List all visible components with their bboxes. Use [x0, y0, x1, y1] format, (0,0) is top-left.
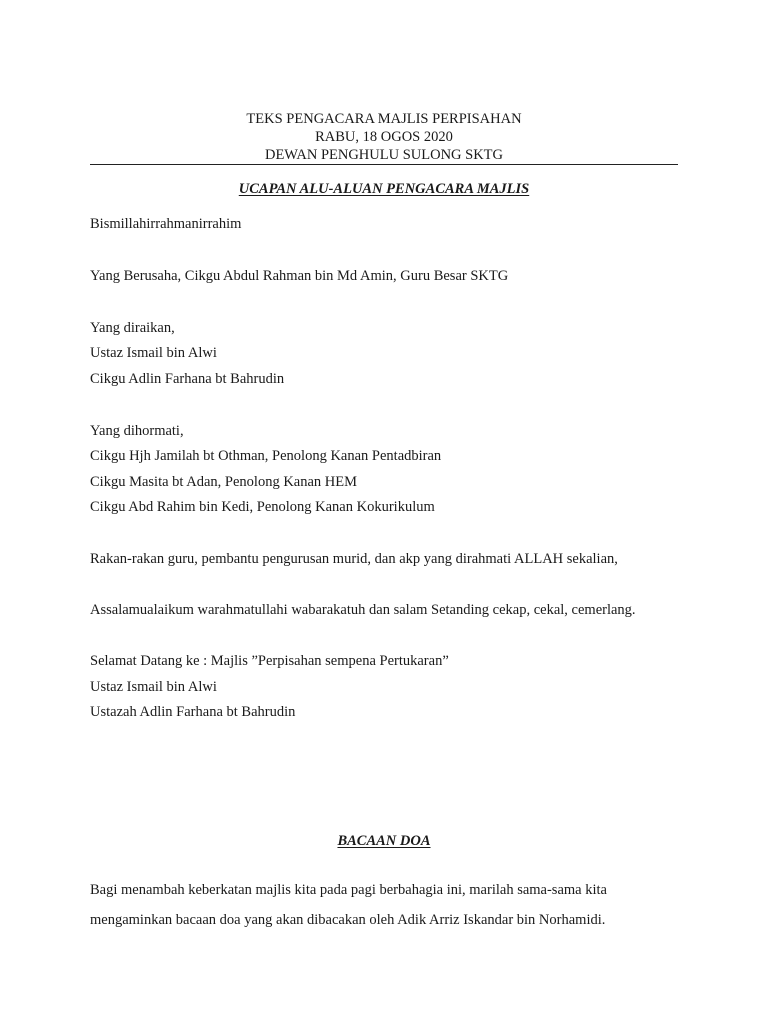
- text-line: Cikgu Adlin Farhana bt Bahrudin: [90, 371, 285, 387]
- text-line: Yang dihormati,: [90, 423, 184, 439]
- text-line: Assalamualaikum warahmatullahi wabarakatuh dan salam Setanding cekap, cekal, cemerlang.: [90, 602, 636, 618]
- text-line: Bismillahirrahmanirrahim: [90, 216, 242, 232]
- text-line: Rakan-rakan guru, pembantu pengurusan murid, dan akp yang dirahmati ALLAH sekalian,: [90, 551, 618, 567]
- text-line: Ustaz Ismail bin Alwi: [90, 679, 217, 695]
- text-line: Cikgu Hjh Jamilah bt Othman, Penolong Kanan Pentadbiran: [90, 448, 442, 464]
- document-header: [90, 110, 678, 164]
- document-title: TEKS PENGACARA MAJLIS PERPISAHAN: [246, 111, 522, 127]
- text-line: Ustaz Ismail bin Alwi: [90, 345, 217, 361]
- header-divider: [90, 164, 678, 165]
- event-venue: DEWAN PENGHULU SULONG SKTG: [264, 147, 504, 163]
- section-heading-prayer: BACAAN DOA: [337, 833, 431, 849]
- text-line: Yang diraikan,: [90, 320, 175, 336]
- text-line: Yang Berusaha, Cikgu Abdul Rahman bin Md Amin, Guru Besar SKTG: [90, 268, 509, 284]
- text-line: Bagi menambah keberkatan majlis kita pada pagi berbahagia ini, marilah sama-sama kita: [90, 882, 607, 898]
- section-heading-welcome: UCAPAN ALU-ALUAN PENGACARA MAJLIS: [238, 181, 530, 197]
- text-line: mengaminkan bacaan doa yang akan dibacakan oleh Adik Arriz Iskandar bin Norhamidi.: [90, 912, 606, 928]
- text-line: Cikgu Masita bt Adan, Penolong Kanan HEM: [90, 474, 358, 490]
- text-line: Selamat Datang ke : Majlis ”Perpisahan sempena Pertukaran”: [90, 653, 449, 669]
- text-line: Cikgu Abd Rahim bin Kedi, Penolong Kanan Kokurikulum: [90, 499, 435, 515]
- text-line: Ustazah Adlin Farhana bt Bahrudin: [90, 704, 296, 720]
- event-date: RABU, 18 OGOS 2020: [315, 129, 453, 145]
